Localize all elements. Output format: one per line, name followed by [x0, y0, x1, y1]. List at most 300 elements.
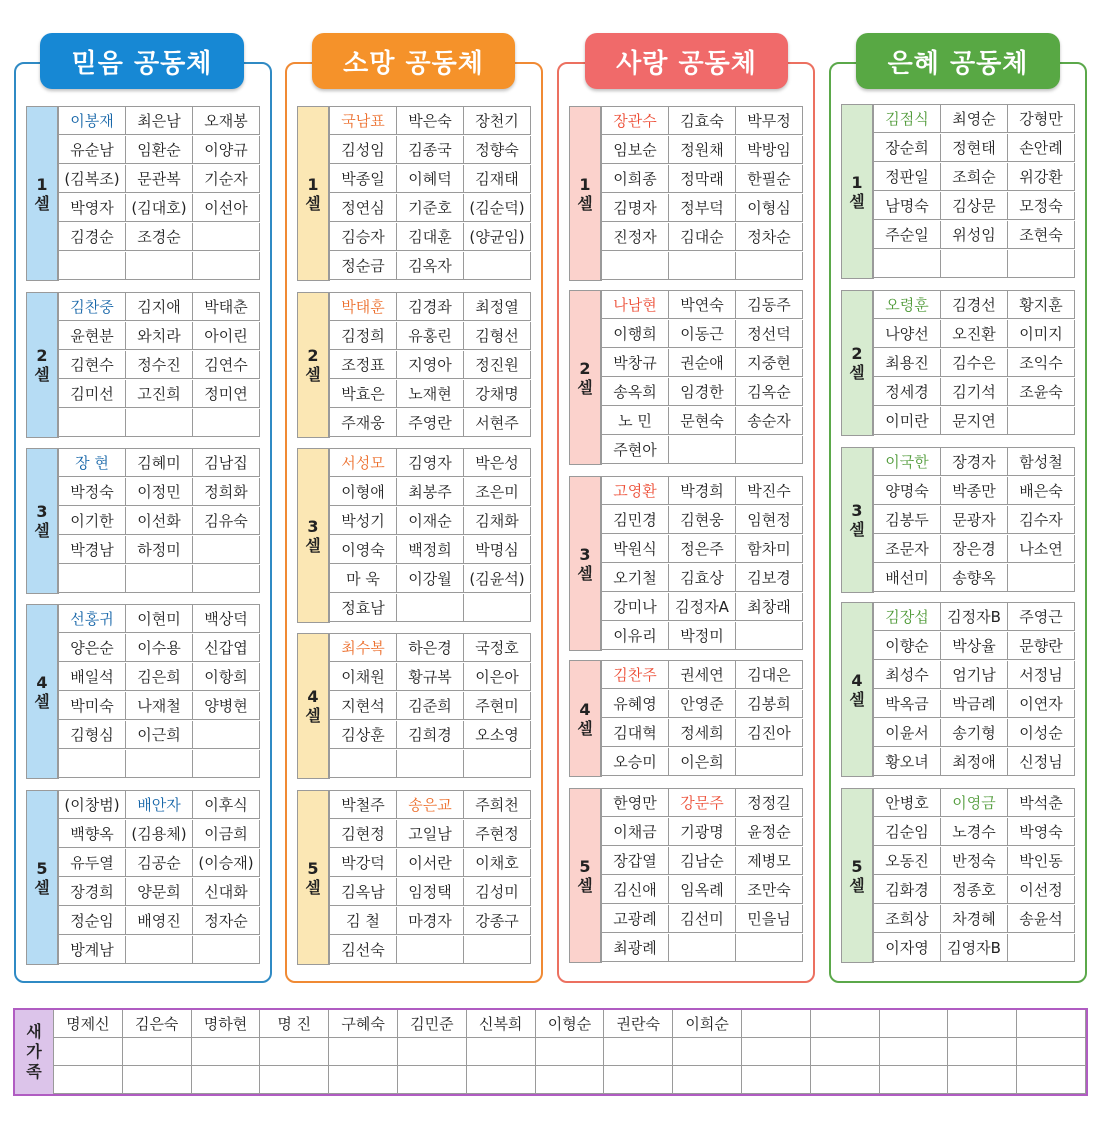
- member-name: 조윤숙: [1008, 378, 1075, 406]
- member-name: 김현수: [59, 351, 126, 379]
- member-name: 주영근: [1008, 603, 1075, 631]
- member-name: 조희순: [941, 163, 1008, 191]
- member-name: 박영자: [59, 194, 126, 222]
- member-name: 최정열: [464, 293, 531, 321]
- member-name: 이유리: [602, 622, 669, 650]
- member-name: 신정님: [1008, 748, 1075, 776]
- member-name: 이성순: [1008, 719, 1075, 747]
- member-name: 최창래: [736, 593, 803, 621]
- member-name: 노재현: [397, 380, 464, 408]
- member-name: 장갑열: [602, 847, 669, 875]
- member-name: 김 철: [330, 907, 397, 935]
- cell-members-grid: [329, 292, 531, 438]
- member-name: 조만숙: [736, 876, 803, 904]
- cell-label: [569, 476, 601, 651]
- member-name: 한영만: [602, 789, 669, 817]
- member-name: [397, 594, 464, 622]
- cell-number: 1: [579, 174, 591, 194]
- member-name: 신갑엽: [193, 634, 260, 662]
- member-name: [464, 936, 531, 964]
- member-name: 주현정: [464, 820, 531, 848]
- member-name: (김윤석): [464, 565, 531, 593]
- member-name: 박무정: [736, 107, 803, 135]
- member-name: 김봉두: [874, 506, 941, 534]
- new-family-member: [880, 1010, 949, 1038]
- cell-leader: 박태훈: [330, 293, 397, 321]
- cell-label: [841, 602, 873, 777]
- member-name: 박정숙: [59, 478, 126, 506]
- member-name: 이행희: [602, 320, 669, 348]
- new-family-member: [673, 1038, 742, 1066]
- member-name: 나재철: [126, 692, 193, 720]
- member-name: 이채원: [330, 663, 397, 691]
- cell-number: 1: [851, 172, 863, 192]
- member-name: [669, 252, 736, 280]
- cell-leader: 김찬중: [59, 293, 126, 321]
- member-name: 장은경: [941, 535, 1008, 563]
- member-name: 강미나: [602, 593, 669, 621]
- member-name: 와치라: [126, 322, 193, 350]
- member-name: [59, 565, 126, 593]
- cell-group: [297, 633, 531, 779]
- member-name: 서정님: [1008, 661, 1075, 689]
- member-name: 장경자: [941, 448, 1008, 476]
- member-name: 이강월: [397, 565, 464, 593]
- cell-label: [26, 790, 58, 965]
- member-name: [1008, 407, 1075, 435]
- cell-group: [841, 290, 1075, 436]
- member-name: 이금희: [193, 820, 260, 848]
- member-name: 반정숙: [941, 847, 1008, 875]
- member-name: 김봉희: [736, 690, 803, 718]
- new-family-member: [398, 1066, 467, 1094]
- member-name: [736, 436, 803, 464]
- member-name: 손안례: [1008, 134, 1075, 162]
- member-name: (이승재): [193, 849, 260, 877]
- new-family-grid: [54, 1010, 1086, 1094]
- cell-label: [569, 788, 601, 963]
- member-name: 임현정: [736, 506, 803, 534]
- member-name: 정막래: [669, 165, 736, 193]
- member-name: 문현숙: [669, 407, 736, 435]
- member-name: 이자영: [874, 934, 941, 962]
- new-family-label: [15, 1010, 54, 1094]
- cell-members-grid: [601, 660, 803, 777]
- member-name: 정미연: [193, 380, 260, 408]
- cell-label: [569, 660, 601, 777]
- cell-group: [841, 602, 1075, 777]
- cell-label: [26, 448, 58, 594]
- member-name: 제병모: [736, 847, 803, 875]
- member-name: 이서란: [397, 849, 464, 877]
- member-name: [941, 250, 1008, 278]
- member-name: 박철주: [330, 791, 397, 819]
- member-name: [193, 936, 260, 964]
- member-name: 조익수: [1008, 349, 1075, 377]
- cell-suffix: 셀: [849, 875, 865, 895]
- new-family-member: [604, 1066, 673, 1094]
- cell-number: 5: [851, 856, 863, 876]
- member-name: 고진희: [126, 380, 193, 408]
- member-name: 차경혜: [941, 905, 1008, 933]
- community-title: 믿음 공동체: [40, 33, 244, 89]
- member-name: 김남순: [669, 847, 736, 875]
- member-name: 최광례: [602, 934, 669, 962]
- member-name: 김정자B: [941, 603, 1008, 631]
- member-name: 마 욱: [330, 565, 397, 593]
- new-family-member: [811, 1010, 880, 1038]
- member-name: 이형애: [330, 478, 397, 506]
- member-name: 김현정: [330, 820, 397, 848]
- member-name: 지영아: [397, 351, 464, 379]
- member-name: 김형심: [59, 721, 126, 749]
- new-family-member: [811, 1066, 880, 1094]
- member-name: 백향옥: [59, 820, 126, 848]
- cell-leader: 장관수: [602, 107, 669, 135]
- member-name: 백정희: [397, 536, 464, 564]
- member-name: 이윤서: [874, 719, 941, 747]
- member-name: 안병호: [874, 789, 941, 817]
- member-name: 권순애: [669, 349, 736, 377]
- member-name: 김경좌: [397, 293, 464, 321]
- member-name: 양명숙: [874, 477, 941, 505]
- new-family-member: [192, 1038, 261, 1066]
- community-title: 소망 공동체: [312, 33, 515, 89]
- member-name: 서현주: [464, 409, 531, 437]
- community-title: 사랑 공동체: [585, 33, 788, 89]
- member-name: 이채호: [464, 849, 531, 877]
- new-family-member: [192, 1066, 261, 1094]
- cell-label: [297, 292, 329, 438]
- member-name: 강형만: [1008, 105, 1075, 133]
- member-name: [193, 721, 260, 749]
- member-name: 지현석: [330, 692, 397, 720]
- cell-number: 4: [579, 699, 591, 719]
- member-name: 송기형: [941, 719, 1008, 747]
- member-name: 김정희: [330, 322, 397, 350]
- member-name: 김영자B: [941, 934, 1008, 962]
- member-name: [736, 622, 803, 650]
- member-name: 오기철: [602, 564, 669, 592]
- member-name: 조정표: [330, 351, 397, 379]
- cell-leader: 고영환: [602, 477, 669, 505]
- cell-group: [569, 660, 803, 777]
- member-name: 박경희: [669, 477, 736, 505]
- member-name: 이동근: [669, 320, 736, 348]
- member-name: 고광례: [602, 905, 669, 933]
- member-name: 김혜미: [126, 449, 193, 477]
- cell-number: 5: [579, 856, 591, 876]
- member-name: 이선화: [126, 507, 193, 535]
- new-family-member: 신복희: [467, 1010, 536, 1038]
- member-name: 김상문: [941, 192, 1008, 220]
- member-name: [464, 594, 531, 622]
- member-name: 주순일: [874, 221, 941, 249]
- member-name: 정세희: [669, 719, 736, 747]
- cell-group: [26, 604, 260, 779]
- member-name: 이향순: [874, 632, 941, 660]
- new-family-member: [467, 1038, 536, 1066]
- member-name: 조경순: [126, 223, 193, 251]
- cell-label: [26, 106, 58, 281]
- new-family-member: [1017, 1010, 1086, 1038]
- cell-leader: 국남표: [330, 107, 397, 135]
- new-family-member: [54, 1038, 123, 1066]
- member-name: 한필순: [736, 165, 803, 193]
- member-name: 박원식: [602, 535, 669, 563]
- cell-number: 2: [36, 346, 48, 365]
- cell-group: [569, 290, 803, 465]
- member-name: [126, 252, 193, 280]
- member-name: 주영란: [397, 409, 464, 437]
- member-name: 박미숙: [59, 692, 126, 720]
- member-name: (김대호): [126, 194, 193, 222]
- member-name: [193, 409, 260, 437]
- member-name: 박종일: [330, 165, 397, 193]
- member-name: 정순금: [330, 252, 397, 280]
- member-name: 배선미: [874, 564, 941, 592]
- new-family-member: [1017, 1038, 1086, 1066]
- member-name: 황오녀: [874, 748, 941, 776]
- cell-leader: 김찬주: [602, 661, 669, 689]
- member-name: 이수용: [126, 634, 193, 662]
- member-name: 임보순: [602, 136, 669, 164]
- member-name: 이선정: [1008, 876, 1075, 904]
- member-name: [874, 250, 941, 278]
- member-name: 정부덕: [669, 194, 736, 222]
- member-name: [1008, 250, 1075, 278]
- member-name: 김형선: [464, 322, 531, 350]
- member-name: 노경수: [941, 818, 1008, 846]
- member-name: 송순자: [736, 407, 803, 435]
- member-name: 마경자: [397, 907, 464, 935]
- member-name: 박은성: [464, 449, 531, 477]
- cell-suffix: 셀: [577, 377, 593, 397]
- member-name: 국정호: [464, 634, 531, 662]
- cell-group: [841, 104, 1075, 279]
- member-name: 김옥자: [397, 252, 464, 280]
- member-name: 임경한: [669, 378, 736, 406]
- member-name: 정원채: [669, 136, 736, 164]
- cell-group: [26, 292, 260, 438]
- member-name: 김수은: [941, 349, 1008, 377]
- member-name: 정연심: [330, 194, 397, 222]
- member-name: 방계남: [59, 936, 126, 964]
- member-name: 박효은: [330, 380, 397, 408]
- member-name: 정세경: [874, 378, 941, 406]
- member-name: 박성기: [330, 507, 397, 535]
- member-name: (김복조): [59, 165, 126, 193]
- member-name: 김대혁: [602, 719, 669, 747]
- member-name: 이기한: [59, 507, 126, 535]
- new-family-member: [742, 1038, 811, 1066]
- new-family-member: [880, 1038, 949, 1066]
- member-name: 박태춘: [193, 293, 260, 321]
- cell-group: [841, 447, 1075, 593]
- member-name: (김용체): [126, 820, 193, 848]
- cell-leader: 서성모: [330, 449, 397, 477]
- member-name: 이형심: [736, 194, 803, 222]
- member-name: [602, 252, 669, 280]
- member-name: 유혜영: [602, 690, 669, 718]
- cell-number: 5: [307, 858, 319, 878]
- cell-members-grid: [873, 447, 1075, 593]
- member-name: 이선아: [193, 194, 260, 222]
- cell-number: 5: [36, 858, 48, 878]
- member-name: 기광명: [669, 818, 736, 846]
- community-title: 은혜 공동체: [856, 33, 1060, 89]
- member-name: 최정애: [941, 748, 1008, 776]
- cell-suffix: 셀: [34, 193, 50, 213]
- new-family-member: [329, 1066, 398, 1094]
- member-name: 신대화: [193, 878, 260, 906]
- member-name: 김화경: [874, 876, 941, 904]
- member-name: 모정숙: [1008, 192, 1075, 220]
- member-name: 김지애: [126, 293, 193, 321]
- cell-label: [26, 604, 58, 779]
- member-name: 김보경: [736, 564, 803, 592]
- cell-group: [297, 790, 531, 965]
- member-name: 박정미: [669, 622, 736, 650]
- cell-leader: 이봉재: [59, 107, 126, 135]
- member-name: 오승미: [602, 748, 669, 776]
- member-name: 김진아: [736, 719, 803, 747]
- cell-members-grid: [58, 448, 260, 594]
- cell-number: 3: [36, 502, 48, 521]
- member-name: 김종국: [397, 136, 464, 164]
- member-name: 박방임: [736, 136, 803, 164]
- cell-members-grid: [873, 290, 1075, 436]
- member-name: 이미란: [874, 407, 941, 435]
- new-family-member: [123, 1066, 192, 1094]
- new-family-table: [13, 1008, 1088, 1096]
- member-name: 정진원: [464, 351, 531, 379]
- member-name: 송윤석: [1008, 905, 1075, 933]
- cell-leader: 나남현: [602, 291, 669, 319]
- member-name: 민을님: [736, 905, 803, 933]
- member-name: [59, 252, 126, 280]
- cell-suffix: 셀: [305, 365, 321, 384]
- new-family-member: [54, 1066, 123, 1094]
- member-name: 고일남: [397, 820, 464, 848]
- member-name: 김승자: [330, 223, 397, 251]
- cell-group: [26, 790, 260, 965]
- member-name: 김채화: [464, 507, 531, 535]
- new-family-member: 명제신: [54, 1010, 123, 1038]
- cell-members-grid: [58, 292, 260, 438]
- member-name: 이현미: [126, 605, 193, 633]
- member-name: [736, 252, 803, 280]
- cell-members-grid: [601, 788, 803, 963]
- cell-number: 3: [579, 544, 591, 564]
- cell-members-grid: [58, 106, 260, 281]
- cell-suffix: 셀: [34, 521, 50, 540]
- member-name: 정판일: [874, 163, 941, 191]
- member-name: 정자순: [193, 907, 260, 935]
- member-name: 나양선: [874, 320, 941, 348]
- cell-label: [841, 104, 873, 279]
- cell-number: 2: [579, 358, 591, 378]
- member-name: 박옥금: [874, 690, 941, 718]
- new-family-member: 명하현: [192, 1010, 261, 1038]
- member-name: 주재웅: [330, 409, 397, 437]
- cell-leader: 이국한: [874, 448, 941, 476]
- member-name: 박연숙: [669, 291, 736, 319]
- cell-label: [297, 448, 329, 623]
- member-name: 하은경: [397, 634, 464, 662]
- member-name: 이근희: [126, 721, 193, 749]
- cell-leader: 김장섭: [874, 603, 941, 631]
- member-name: 이혜덕: [397, 165, 464, 193]
- cell-group: [297, 106, 531, 281]
- cell-label: [297, 106, 329, 281]
- member-name: [397, 750, 464, 778]
- member-name: 송옥희: [602, 378, 669, 406]
- cell-suffix: 셀: [849, 363, 865, 382]
- new-family-label-char: 가: [26, 1042, 42, 1061]
- cell-members-grid: [601, 290, 803, 465]
- member-name: 김성미: [464, 878, 531, 906]
- member-name: 최성수: [874, 661, 941, 689]
- member-name: [126, 409, 193, 437]
- member-name: 이채금: [602, 818, 669, 846]
- new-family-member: 김민준: [398, 1010, 467, 1038]
- member-name: [193, 223, 260, 251]
- cell-suffix: 셀: [577, 875, 593, 895]
- new-family-member: [536, 1066, 605, 1094]
- member-name: 김연수: [193, 351, 260, 379]
- member-name: 김기석: [941, 378, 1008, 406]
- member-name: 조현숙: [1008, 221, 1075, 249]
- member-name: [193, 750, 260, 778]
- member-name: 박진수: [736, 477, 803, 505]
- cell-leader: 김점식: [874, 105, 941, 133]
- member-name: (김순덕): [464, 194, 531, 222]
- cell-number: 3: [307, 516, 319, 536]
- member-name: 김은희: [126, 663, 193, 691]
- member-name: 백상덕: [193, 605, 260, 633]
- member-name: 하정미: [126, 536, 193, 564]
- cell-number: 1: [307, 174, 319, 194]
- cell-group: [569, 106, 803, 281]
- member-name: 이후식: [193, 791, 260, 819]
- cell-group: [297, 448, 531, 623]
- new-family-member: [123, 1038, 192, 1066]
- member-name: 정효남: [330, 594, 397, 622]
- cell-leader: 이영금: [941, 789, 1008, 817]
- cell-suffix: 셀: [305, 193, 321, 213]
- member-name: 이미지: [1008, 320, 1075, 348]
- member-name: 김옥순: [736, 378, 803, 406]
- cell-leader: 장 현: [59, 449, 126, 477]
- new-family-member: 구혜숙: [329, 1010, 398, 1038]
- member-name: [669, 436, 736, 464]
- member-name: [330, 750, 397, 778]
- cell-label: [26, 292, 58, 438]
- member-name: 노 민: [602, 407, 669, 435]
- member-name: 김신애: [602, 876, 669, 904]
- cell-label: [297, 790, 329, 965]
- new-family-member: [948, 1038, 1017, 1066]
- member-name: 박강덕: [330, 849, 397, 877]
- cell-suffix: 셀: [34, 365, 50, 384]
- cell-suffix: 셀: [849, 191, 865, 211]
- member-name: 정현태: [941, 134, 1008, 162]
- member-name: 박금례: [941, 690, 1008, 718]
- new-family-member: [742, 1010, 811, 1038]
- cell-group: [841, 788, 1075, 963]
- new-family-label-char: 새: [26, 1022, 42, 1041]
